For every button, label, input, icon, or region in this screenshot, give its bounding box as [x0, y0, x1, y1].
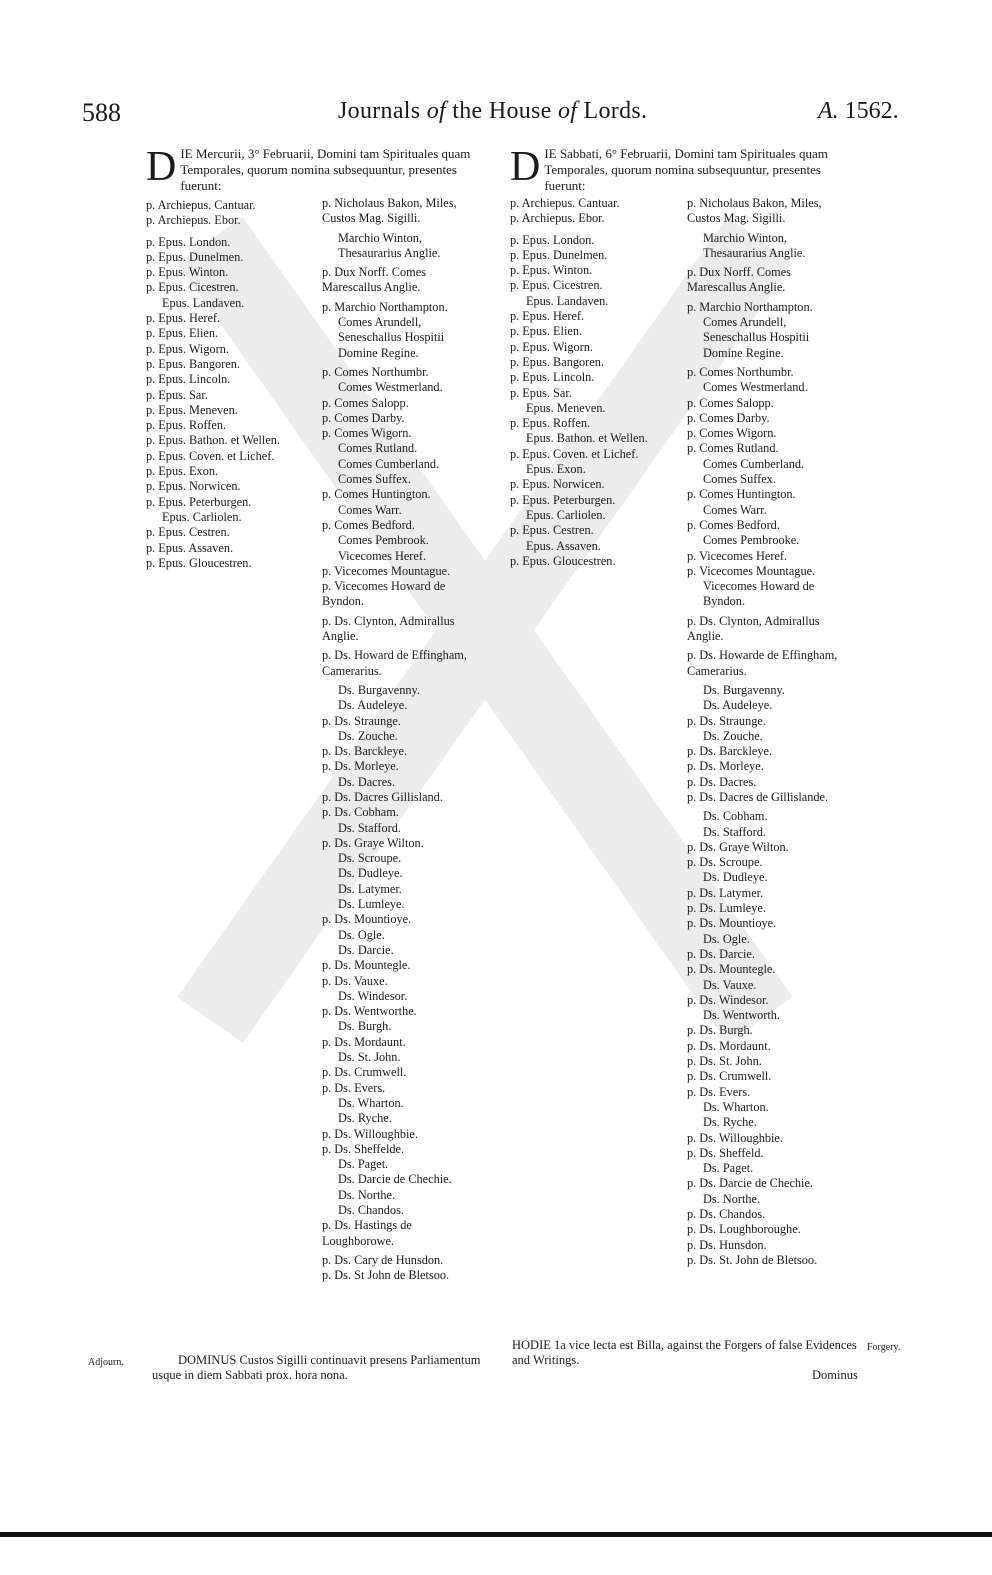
list-item: p. Ds. Crumwell. [687, 1069, 772, 1084]
bottom-rule [0, 1532, 992, 1537]
list-item: Ds. Northe. [338, 1187, 396, 1202]
list-item: p. Ds. Scroupe. [687, 855, 763, 870]
list-item: p. Ds. Straunge. [687, 713, 766, 728]
margin-note-forgery: Forgery. [867, 1342, 901, 1353]
list-item: Vicecomes Howard de Byndon. [703, 579, 815, 609]
list-item: p. Ds. St. John de Bletsoo. [687, 1252, 818, 1267]
list-item: p. Epus. Dunelmen. [510, 247, 608, 262]
list-item: p. Ds. Graye Wilton. [687, 839, 789, 854]
list-item: p. Ds. Mountioye. [322, 912, 412, 927]
list-item: p. Comes Darby. [322, 410, 405, 425]
list-item: p. Epus. Heref. [146, 311, 221, 326]
list-item: p. Epus. London. [146, 234, 231, 249]
list-item: Ds. Ogle. [703, 931, 750, 946]
list-item: Ds. Dudleye. [703, 870, 768, 885]
list-item: p. Ds. Vauxe. [322, 973, 388, 988]
list-item: p. Epus. Peterburgen. [510, 492, 616, 507]
list-item: Ds. Latymer. [338, 881, 402, 896]
list-item: p. Epus. Cicestren. [146, 280, 239, 295]
list-item: Comes Arundell, Seneschallus Hospitii Domine Regine. [703, 315, 810, 360]
list-item: p. Comes Darby. [687, 410, 770, 425]
list-item: Ds. Stafford. [703, 824, 766, 839]
list-item: p. Ds. Clynton, Admirallus Anglie. [687, 613, 820, 644]
list-item: p. Ds. Lumleye. [687, 901, 766, 916]
list-item: p. Ds. Mordaunt. [687, 1038, 771, 1053]
list-item: p. Ds. Howard de Effingham, Camerarius. [322, 648, 467, 678]
list-item: Comes Rutland. [338, 441, 418, 456]
list-item: Comes Suffex. [338, 472, 411, 487]
left-lords-list [322, 196, 497, 1283]
list-item: p. Ds. Crumwell. [322, 1065, 407, 1080]
list-item: Ds. Chandos. [338, 1203, 404, 1217]
list-item: p. Marchio Northampton. [687, 299, 813, 314]
list-item: Comes Cumberland. [338, 456, 440, 471]
list-item: p. Comes Rutland. [687, 441, 779, 456]
list-item: p. Ds. Evers. [322, 1080, 386, 1095]
list-item: p. Epus. Cestren. [146, 525, 230, 540]
list-item: Comes Warr. [703, 502, 767, 517]
list-item: p. Comes Salopp. [322, 395, 409, 410]
list-item: p. Epus. Heref. [510, 309, 585, 324]
list-item: p. Epus. Exon. [146, 464, 219, 479]
list-item: Ds. Stafford. [338, 820, 401, 835]
list-item: p. Ds. Dacres Gillisland. [322, 789, 443, 804]
list-item: p. Archiepus. Cantuar. [510, 196, 620, 210]
list-item: p. Nicholaus Bakon, Miles, Custos Mag. Sigilli. [687, 196, 822, 226]
list-item: p. Archiepus. Ebor. [146, 213, 241, 228]
list-item: p. Epus. Winton. [146, 265, 229, 280]
list-item: Ds. Wentworth. [703, 1008, 780, 1023]
list-item: Ds. Darcie. [338, 942, 394, 957]
list-item: p. Ds. Clynton, Admirallus Anglie. [322, 613, 455, 644]
list-item: p. Epus. Wigorn. [146, 341, 229, 356]
list-item: p. Comes Wigorn. [687, 426, 777, 441]
list-item: Epus. Carliolen. [526, 507, 606, 522]
list-item: p. Archiepus. Cantuar. [146, 198, 256, 212]
list-item: Ds. Burgh. [338, 1019, 392, 1034]
right-footer: HODIE 1a vice lecta est Billa, against the Forgers of false Evidences and Writings. [512, 1338, 857, 1367]
list-item: Comes Arundell, Seneschallus Hospitii Domine Regine. [338, 315, 445, 360]
list-item: p. Ds. Graye Wilton. [322, 835, 424, 850]
list-item: Ds. Ryche. [338, 1111, 392, 1126]
list-item: Epus. Carliolen. [162, 509, 242, 524]
list-item: p. Epus. Peterburgen. [146, 494, 252, 509]
journal-title: Journals of the House of Lords. [338, 98, 648, 124]
page-number: 588 [82, 98, 121, 127]
list-item: p. Ds. Sheffelde. [322, 1141, 405, 1156]
list-item: p. Epus. Assaven. [146, 540, 234, 555]
list-item: Ds. Darcie de Chechie. [338, 1172, 452, 1187]
list-item: Comes Westmerland. [703, 380, 808, 395]
list-item: Comes Pembrooke. [703, 533, 800, 548]
list-item: p. Epus. Meneven. [146, 402, 238, 417]
list-item: p. Ds. Hastings de Loughborowe. [322, 1218, 412, 1248]
list-item: p. Archiepus. Ebor. [510, 211, 605, 226]
list-item: p. Ds. Cary de Hunsdon. [322, 1252, 444, 1267]
list-item: p. Ds. Barckleye. [322, 744, 408, 759]
list-item: p. Ds. Howarde de Effingham, Camerarius. [687, 648, 838, 678]
list-item: Comes Westmerland. [338, 380, 443, 395]
list-item: p. Ds. Morleye. [687, 759, 764, 774]
list-item: p. Ds. Dacres de Gillislande. [687, 789, 829, 804]
list-item: p. Ds. Willoughbie. [322, 1126, 418, 1141]
list-item: p. Ds. Windesor. [687, 992, 769, 1007]
list-item: Ds. Cobham. [703, 809, 768, 824]
list-item: p. Epus. Roffen. [510, 416, 591, 431]
list-item: Ds. Audeleye. [703, 698, 773, 713]
list-item: Ds. Paget. [338, 1157, 389, 1172]
list-item: p. Epus. Coven. et Lichef. [146, 448, 275, 463]
list-item: p. Epus. Dunelmen. [146, 249, 244, 264]
list-item: p. Ds. Dacres. [687, 774, 757, 789]
left-bishops-list [146, 198, 321, 571]
list-item: p. Ds. Mountioye. [687, 916, 777, 931]
list-item: Comes Pembrook. [338, 533, 429, 548]
list-item: Ds. St. John. [338, 1050, 401, 1065]
list-item: Epus. Landaven. [526, 293, 609, 308]
list-item: Ds. Windesor. [338, 988, 408, 1003]
list-item: p. Ds. Evers. [687, 1084, 751, 1099]
list-item: Ds. Ryche. [703, 1115, 757, 1130]
left-intro: DIE Mercurii, 3° Februarii, Domini tam Spirituales quam Temporales, quorum nomina subsequuntur, presentes fuerunt: [146, 144, 471, 193]
list-item: p. Epus. Sar. [146, 387, 208, 402]
list-item: p. Dux Norff. Comes Marescallus Anglie. [322, 265, 426, 295]
list-item: p. Epus. Sar. [510, 385, 572, 400]
list-item: Epus. Assaven. [526, 538, 601, 553]
list-item: p. Epus. Elien. [146, 326, 219, 341]
right-bishops-list [510, 196, 685, 569]
list-item: p. Ds. Darcie de Chechie. [687, 1176, 813, 1191]
list-item: Vicecomes Heref. [338, 548, 427, 563]
list-item: p. Comes Huntington. [322, 487, 431, 502]
list-item: Epus. Exon. [526, 462, 586, 477]
list-item: p. Ds. Mountegle. [687, 962, 776, 977]
list-item: p. Comes Wigorn. [322, 426, 412, 441]
list-item: Epus. Bathon. et Wellen. [526, 431, 648, 446]
list-item: p. Epus. Wigorn. [510, 339, 593, 354]
list-item: Marchio Winton, Thesaurarius Anglie. [338, 230, 441, 260]
list-item: Ds. Paget. [703, 1161, 754, 1176]
list-item: p. Epus. Coven. et Lichef. [510, 446, 639, 461]
list-item: Ds. Scroupe. [338, 851, 402, 866]
margin-note-adjourn: Adjourn. [88, 1357, 124, 1368]
list-item: p. Ds. Barckleye. [687, 744, 773, 759]
right-lords-list [687, 196, 862, 1272]
list-item: p. Ds. Loughboroughe. [687, 1222, 801, 1237]
list-item: Ds. Northe. [703, 1191, 761, 1206]
list-item: p. Epus. Bangoren. [510, 354, 604, 369]
list-item: p. Comes Huntington. [687, 487, 796, 502]
list-item: p. Dux Norff. Comes Marescallus Anglie. [687, 265, 791, 295]
list-item: p. Ds. Straunge. [322, 713, 401, 728]
left-footer: DOMINUS Custos Sigilli continuavit presens Parliamentum usque in diem Sabbati prox. hora nona. [152, 1353, 481, 1382]
list-item: Epus. Landaven. [162, 295, 245, 310]
list-item: p. Ds. Sheffeld. [687, 1145, 764, 1160]
list-item: p. Epus. Cicestren. [510, 278, 603, 293]
list-item: p. Epus. Cestren. [510, 523, 594, 538]
list-item: p. Comes Northumbr. [322, 364, 429, 379]
list-item: p. Ds. Chandos. [687, 1207, 766, 1221]
list-item: p. Ds. Hunsdon. [687, 1237, 767, 1252]
list-item: Marchio Winton, Thesaurarius Anglie. [703, 230, 806, 260]
list-item: p. Comes Bedford. [322, 517, 415, 532]
list-item: Comes Warr. [338, 502, 402, 517]
list-item: p. Ds. Latymer. [687, 885, 764, 900]
list-item: p. Epus. Norwicen. [146, 479, 241, 494]
list-item: Ds. Vauxe. [703, 977, 757, 992]
list-item: p. Ds. Wentworthe. [322, 1004, 417, 1019]
right-intro: DIE Sabbati, 6° Februarii, Domini tam Spirituales quam Temporales, quorum nomina subsequuntur, presentes fuerunt: [510, 144, 828, 193]
list-item: p. Ds. Darcie. [687, 946, 755, 961]
session-year: A. 1562. [818, 98, 899, 124]
catchword: Dominus [812, 1368, 858, 1382]
list-item: p. Vicecomes Mountague. [687, 563, 816, 578]
list-item: Ds. Burgavenny. [338, 682, 420, 697]
list-item: Ds. Wharton. [338, 1095, 404, 1110]
list-item: p. Epus. Lincoln. [510, 370, 595, 385]
list-item: p. Epus. Elien. [510, 324, 583, 339]
list-item: Epus. Meneven. [526, 400, 606, 415]
list-item: Ds. Lumleye. [338, 897, 405, 912]
list-item: p. Epus. Bangoren. [146, 356, 240, 371]
page-header [0, 96, 992, 136]
list-item: Ds. Burgavenny. [703, 682, 785, 697]
list-item: p. Ds. Cobham. [322, 805, 399, 820]
list-item: Ds. Dacres. [338, 774, 396, 789]
list-item: p. Ds. St John de Bletsoo. [322, 1268, 450, 1283]
list-item: p. Comes Northumbr. [687, 364, 794, 379]
list-item: Ds. Wharton. [703, 1099, 769, 1114]
list-item: p. Ds. Mordaunt. [322, 1034, 406, 1049]
list-item: Ds. Dudleye. [338, 866, 403, 881]
list-item: Ds. Ogle. [338, 927, 385, 942]
list-item: p. Epus. Norwicen. [510, 477, 605, 492]
list-item: Comes Suffex. [703, 472, 776, 487]
list-item: p. Comes Salopp. [687, 395, 774, 410]
list-item: Ds. Zouche. [703, 728, 763, 743]
list-item: Ds. Audeleye. [338, 698, 408, 713]
list-item: p. Ds. Willoughbie. [687, 1130, 783, 1145]
list-item: p. Epus. Winton. [510, 263, 593, 278]
list-item: p. Epus. Bathon. et Wellen. [146, 433, 281, 448]
list-item: p. Ds. Mountegle. [322, 958, 411, 973]
list-item: p. Epus. London. [510, 232, 595, 247]
list-item: p. Epus. Gloucestren. [146, 555, 252, 570]
list-item: p. Ds. St. John. [687, 1054, 762, 1069]
list-item: p. Nicholaus Bakon, Miles, Custos Mag. Sigilli. [322, 196, 457, 226]
list-item: p. Vicecomes Howard de Byndon. [322, 579, 446, 609]
list-item: p. Marchio Northampton. [322, 299, 448, 314]
list-item: Comes Cumberland. [703, 456, 805, 471]
list-item: p. Epus. Roffen. [146, 418, 227, 433]
list-item: p. Vicecomes Mountague. [322, 563, 451, 578]
list-item: p. Epus. Gloucestren. [510, 553, 616, 568]
list-item: p. Comes Bedford. [687, 517, 780, 532]
list-item: Ds. Zouche. [338, 728, 398, 743]
list-item: p. Ds. Morleye. [322, 759, 399, 774]
list-item: p. Ds. Burgh. [687, 1023, 753, 1038]
list-item: p. Vicecomes Heref. [687, 548, 788, 563]
list-item: p. Epus. Lincoln. [146, 372, 231, 387]
